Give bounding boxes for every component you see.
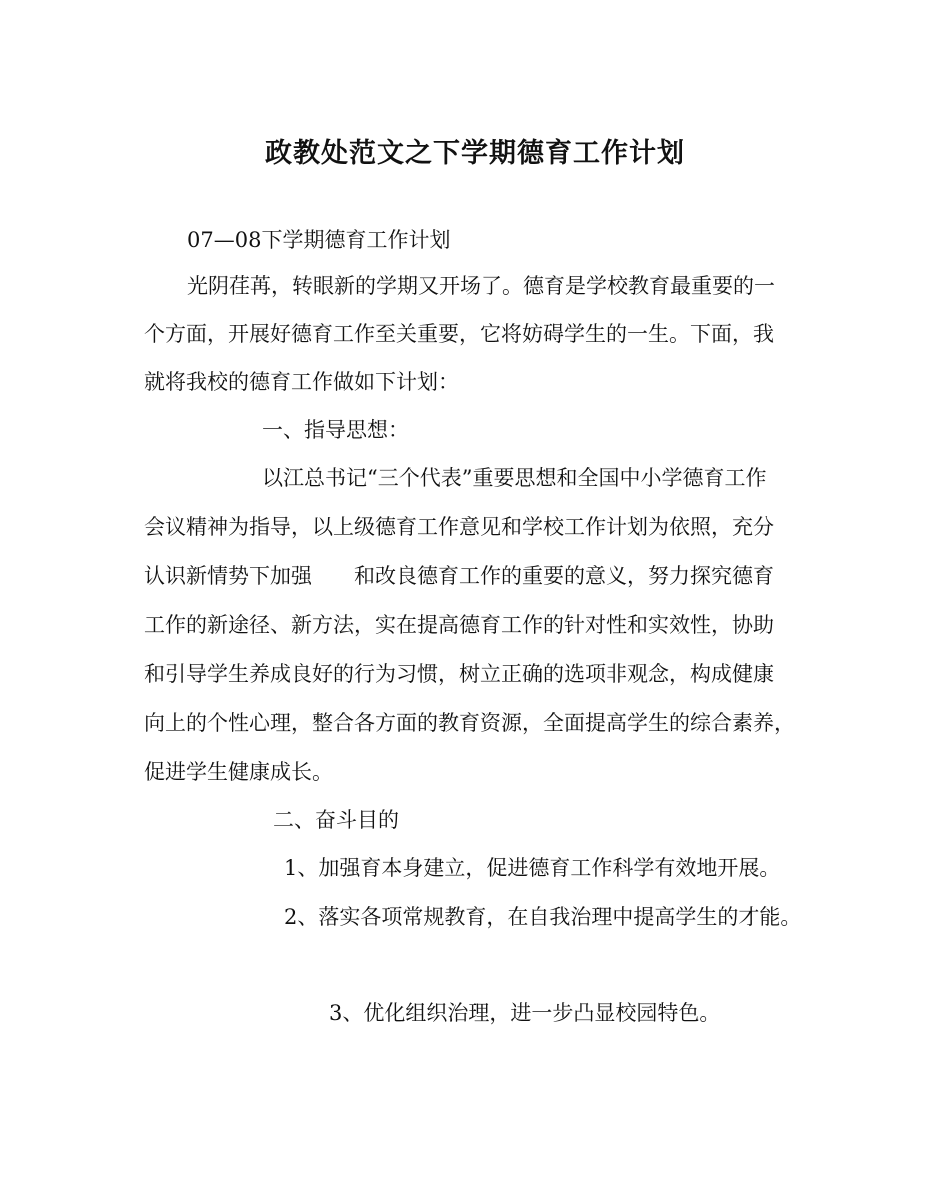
guiding-thought-line-3: 认识新情势下加强 和改良德育工作的重要的意义，努力探究德育 bbox=[144, 564, 774, 588]
guiding-thought-line-4: 工作的新途径、新方法，实在提高德育工作的针对性和实效性，协助 bbox=[144, 613, 774, 637]
plan-subtitle: 07—08下学期德育工作计划 bbox=[187, 228, 451, 252]
document-title: 政教处范文之下学期德育工作计划 bbox=[265, 138, 685, 169]
intro-line-2: 个方面，开展好德育工作至关重要，它将妨碍学生的一生。下面，我 bbox=[144, 322, 774, 346]
goal-item-3: 3、优化组织治理，进一步凸显校园特色。 bbox=[329, 1001, 721, 1025]
goal-item-2: 2、落实各项常规教育，在自我治理中提高学生的才能。 bbox=[284, 905, 802, 929]
guiding-thought-line-7: 促进学生健康成长。 bbox=[144, 760, 333, 784]
section-heading-guiding-thought: 一、指导思想： bbox=[262, 418, 409, 442]
section-heading-goals: 二、奋斗目的 bbox=[273, 808, 399, 832]
guiding-thought-line-5: 和引导学生养成良好的行为习惯，树立正确的选项非观念，构成健康 bbox=[144, 662, 774, 686]
intro-line-1: 光阴荏苒，转眼新的学期又开场了。德育是学校教育最重要的一 bbox=[187, 274, 775, 298]
goal-item-1: 1、加强育本身建立，促进德育工作科学有效地开展。 bbox=[284, 856, 781, 880]
guiding-thought-line-2: 会议精神为指导，以上级德育工作意见和学校工作计划为依照，充分 bbox=[144, 515, 774, 539]
guiding-thought-line-6: 向上的个性心理，整合各方面的教育资源，全面提高学生的综合素养， bbox=[144, 711, 795, 735]
intro-line-3: 就将我校的德育工作做如下计划： bbox=[144, 370, 459, 394]
guiding-thought-line-1: 以江总书记“三个代表”重要思想和全国中小学德育工作 bbox=[262, 466, 767, 490]
